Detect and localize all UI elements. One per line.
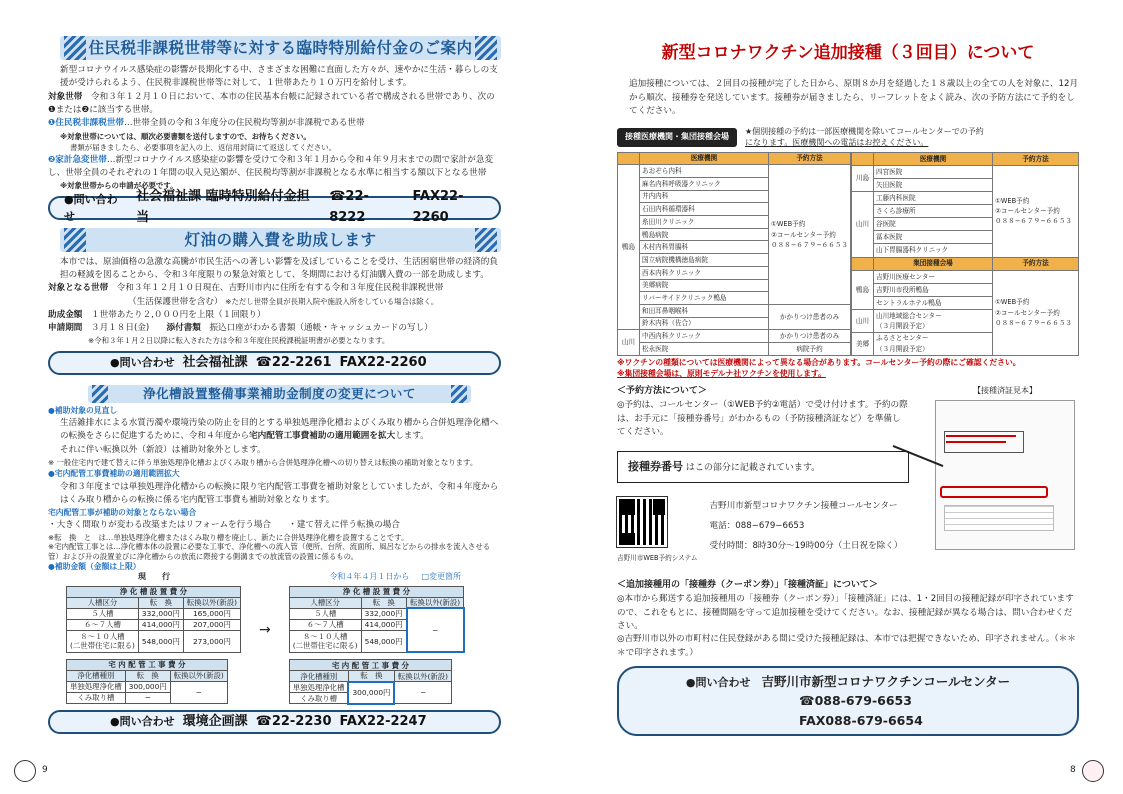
- contact-tel: ☎088-679-6653: [799, 693, 912, 709]
- text: …世帯全員の令和３年度分の住民税均等割が非課税である世帯: [124, 118, 365, 129]
- contact-box: [48, 189, 501, 225]
- text: １世帯あたり２,０００円を上限（１回限り）: [91, 309, 266, 320]
- table-cell: 414,000円: [361, 619, 406, 630]
- table-header: 医療機関: [640, 152, 769, 165]
- certificate-image: [935, 400, 1075, 550]
- text: ◎予約は、コールセンター（①WEB予約②電話）で受け付けます。予約の際は、お手元に「接種券番号」がわかるもの（予防接種済証など）を準備してください。: [617, 400, 908, 438]
- contact-fax: FAX22-2247: [339, 713, 427, 729]
- section-title: 浄化槽設置整備事業補助金制度の変更について: [143, 386, 416, 402]
- qr-code-icon[interactable]: [617, 497, 667, 547]
- contact-dept: 吉野川市新型コロナワクチンコールセンター: [761, 673, 1011, 689]
- hospital-name: 鴨島病院: [640, 228, 769, 241]
- current-pipe-table: [66, 659, 228, 704]
- hospital-name: リバーサイドクリニック鴨島: [640, 292, 769, 305]
- table-header: 転換以外(新設): [394, 671, 451, 682]
- table-cell: 548,000円: [138, 630, 183, 652]
- hospital-name: 和田耳鼻咽喉科: [640, 304, 769, 317]
- current-tables: [66, 586, 241, 704]
- contact-fax: FAX22-2260: [412, 189, 464, 225]
- label: 助成金額: [48, 309, 83, 320]
- hospital-name: 矢田医院: [874, 178, 993, 191]
- hospital-name: 石田内科循環器科: [640, 203, 769, 216]
- note: ※対象世帯からの申請が必要です。: [60, 181, 178, 191]
- ticket-number-box: [617, 451, 909, 483]
- arrow-icon: →: [258, 621, 271, 638]
- subhead: 宅内配管工事が補助の対象とならない場合: [48, 508, 197, 518]
- changed-legend: □変更箇所: [421, 572, 461, 582]
- new-tables: [289, 586, 465, 705]
- section-title: 住民税非課税世帯等に対する臨時特別給付金のご案内: [88, 39, 473, 57]
- text: 生活雑排水による水質汚濁や環境汚染の防止を目的とする単独処理浄化槽およびくみ取り槽から合併処理浄化槽への転換をさらに促進するために、令和４年度から: [60, 418, 499, 442]
- text: ３月１８日(金): [91, 323, 150, 334]
- contact-box: [48, 710, 501, 734]
- note: ※ただし世帯全員が長期入院や施設入所をしている場合は除く。: [225, 296, 439, 306]
- text: 振込口座がわかる書類（通帳・キャッシュカードの写し）: [209, 323, 433, 334]
- hospital-name: 国立病院機構徳島病院: [640, 254, 769, 267]
- table-cell: ８〜１０人槽 (二世帯住宅に限る): [289, 630, 361, 652]
- table-header: 予約方法: [993, 152, 1079, 165]
- text: はこの部分に記載されています。: [683, 463, 821, 474]
- table-cell: −: [407, 608, 464, 652]
- hospital-name: 四宮医院: [874, 165, 993, 178]
- right-page: [617, 40, 1079, 736]
- label: 対象世帯: [48, 91, 83, 102]
- table-cell: 207,000円: [183, 619, 240, 630]
- reservation-method: ①WEB予約 ②コールセンター予約 ０８８−６７９−６６５３: [769, 165, 851, 305]
- reservation-method: かかりつけ患者のみ: [769, 330, 851, 343]
- current-label: 現 行: [138, 572, 170, 582]
- warning: ※集団接種会場は、原則モデルナ社ワクチンを使用します。: [617, 368, 826, 378]
- table-caption: 浄 化 槽 設 置 費 分: [289, 586, 463, 597]
- text: 電話：088−679−6653: [709, 521, 805, 532]
- subhead: ＜予約方法について＞: [617, 386, 707, 397]
- table-header: 医療機関: [874, 152, 993, 165]
- table-cell: 332,000円: [138, 608, 183, 619]
- table-header: 予約方法: [993, 257, 1079, 270]
- contact-label: ●問い合わせ: [64, 192, 118, 223]
- page-number: 8: [1070, 765, 1076, 776]
- table-header: 転換以外(新設): [170, 670, 227, 681]
- text: 受付時間：8時30分〜19時00分（土日祝を除く）: [709, 540, 903, 551]
- note: ※宅内配管工事とは…浄化槽本体の設置に必要な工事で、浄化槽への流入管（便所、台所、流面所、風呂などからの排水を流入させる管）および升の設置並びに浄化槽からの放流に際接する側溝までの放流管の設置に係るもの。: [48, 542, 491, 561]
- text: （生活保護世帯を含む）: [128, 296, 223, 307]
- contact-label: ●問い合わせ: [685, 675, 751, 689]
- text: 令和３年１２月１０日において、本市の住民基本台帳に記録されている者で構成される世帯であり、次の❶または❷に該当する世帯。: [48, 91, 495, 115]
- table-cell: くみ取り槽: [67, 692, 126, 703]
- paragraph: 本市では、原油価格の急激な高騰が市民生活への著しい影響を及ぼしていることを受け、生活困窮世帯の経済的負担の軽減を図ることから、令和３年度限りの緊急対策として、冬期間における灯油購入費の一部を助成します。: [60, 256, 498, 280]
- contact-label: ●問い合わせ: [110, 356, 175, 370]
- table-cell: −: [170, 681, 227, 703]
- subhead: ＜追加接種用の「接種券（クーポン券）」「接種済証」について＞: [617, 580, 878, 591]
- region: 山川: [618, 330, 640, 355]
- table-header: 集団接種会場: [874, 257, 993, 270]
- hospital-name: 井内内科: [640, 190, 769, 203]
- contact-dept: 社会福祉課: [182, 354, 248, 370]
- label: 添付書類: [166, 323, 201, 334]
- subhead: ●補助金額（金額は上限）: [48, 562, 141, 572]
- table-caption: 宅 内 配 管 工 事 費 分: [67, 659, 228, 670]
- table-cell: 単独処理浄化槽: [289, 682, 348, 693]
- contact-dept: 社会福祉課 臨時特別給付金担当: [136, 189, 310, 225]
- note: 書類が届きましたら、必要事項を記入の上、返信用封筒にて返送してください。: [70, 143, 337, 153]
- text: します。: [395, 431, 429, 442]
- hospital-name: 中西内科クリニック: [640, 330, 769, 343]
- table-header: 浄化槽種別: [67, 670, 126, 681]
- subhead: ●宅内配管工事費補助の適用範囲拡大: [48, 469, 180, 479]
- note: になります。医療機関への電話はお控えください。: [745, 138, 929, 148]
- contact-tel: ☎22-8222: [329, 189, 369, 225]
- hospital-name: 美郷病院: [640, 279, 769, 292]
- table-header: 転 換: [361, 597, 406, 608]
- text: 令和３年度までは単独処理浄化槽からの転換に限り宅内配管工事費を補助対象としていましたが、令和４年度からはくみ取り槽からの転換に係る宅内配管工事費も補助対象となります。: [60, 481, 499, 505]
- page-title: 新型コロナワクチン追加接種（３回目）について: [661, 43, 1035, 63]
- subhead: ●補助対象の見直し: [48, 405, 118, 415]
- note: ※令和３年１月２日以降に転入された方は令和３年度住民税課税証明書が必要となります。: [88, 336, 390, 346]
- new-label: 令和４年４月１日から: [329, 572, 410, 582]
- table-cell: ６〜７人槽: [67, 619, 139, 630]
- contact-tel: ☎22-2261: [255, 354, 332, 370]
- certificate-sample: [935, 385, 1075, 549]
- section-header: [60, 36, 501, 60]
- contact-fax: FAX088-679-6654: [799, 712, 923, 728]
- label: 申請期間: [48, 323, 83, 334]
- table-caption: 宅 内 配 管 工 事 費 分: [289, 660, 451, 671]
- left-page: [48, 36, 501, 734]
- text: ・大きく間取りが変わる改築またはリフォームを行う場合: [48, 520, 272, 531]
- contact-dept: 環境企画課: [182, 713, 248, 729]
- table-header: 人槽区分: [289, 597, 361, 608]
- region: 山川: [852, 191, 874, 257]
- section-title: 灯油の購入費を助成します: [184, 230, 377, 249]
- table-cell: 548,000円: [361, 630, 406, 652]
- table-cell: 単独処理浄化槽: [67, 681, 126, 692]
- mascot-icon: [14, 760, 36, 782]
- text-bold: 接種券番号: [628, 460, 683, 474]
- text: 令和３年１２月１０日現在、吉野川市内に住所を有する令和３年度住民税非課税世帯: [116, 283, 444, 294]
- reservation-method: かかりつけ患者のみ: [769, 304, 851, 329]
- hospital-name: 西本内科クリニック: [640, 266, 769, 279]
- current-tank-table: [66, 586, 241, 653]
- text-bold: 宅内配管工事費補助の適用範囲を拡大: [249, 431, 396, 442]
- hospital-name: 糸田川クリニック: [640, 216, 769, 229]
- table-cell: 414,000円: [138, 619, 183, 630]
- table-cell: 332,000円: [361, 608, 406, 619]
- hospital-name: 工藤内科医院: [874, 191, 993, 204]
- hospital-name: 山下胃腸器科クリニック: [874, 244, 993, 257]
- region: 山川: [852, 309, 874, 332]
- table-header: 予約方法: [769, 152, 851, 165]
- contact-box: [48, 351, 501, 375]
- hospital-name: さくら診療所: [874, 205, 993, 218]
- note: ※ 一般住宅内で建て替えに伴う単独処理浄化槽およびくみ取り槽から合併処理浄化槽への切り替えは転換の補助対象となります。: [48, 457, 478, 467]
- text: …新型コロナウイルス感染症の影響を受けて令和３年１月から令和４年９月末までの間で家計が急変し、世帯全員のそれぞれの１年間の収入見込額が、住民税均等割が非課税となる水準に相当する額以下となる世帯: [48, 154, 494, 178]
- caption: 【接種済証見本】: [973, 386, 1037, 396]
- mascot-icon: [1082, 760, 1104, 782]
- text: ◎本市から郵送する追加接種用の「接種券（クーポン券）」「接種済証」には、1・2回目の接種記録が印字されていますので、これをもとに、接種間隔を守って追加接種を受けてください。なお、接種記録が異なる場合は、問い合わせください。: [617, 594, 1074, 632]
- text: ◎吉野川市以外の市町村に住民登録がある間に受けた接種記録は、本市では把握できないため、印字されません。（＊＊＊で印字されます。）: [617, 634, 1076, 658]
- table-cell: −: [125, 692, 170, 703]
- hospital-name: 谷医院: [874, 218, 993, 231]
- table-cell: 300,000円: [125, 681, 170, 692]
- region: 川島: [852, 165, 874, 191]
- region: 美郷: [852, 332, 874, 355]
- label: 対象となる世帯: [48, 283, 109, 294]
- hospital-name: 冨本医院: [874, 231, 993, 244]
- institutions-badge: 接種医療機関・集団接種会場: [617, 128, 737, 146]
- contact-fax: FAX22-2260: [339, 354, 427, 370]
- table-cell: くみ取り槽: [289, 693, 348, 704]
- venue-name: セントラルホテル鴨島: [874, 296, 993, 309]
- table-header: 転 換: [138, 597, 183, 608]
- venue-name: 吉野川市役所鴨島: [874, 283, 993, 296]
- contact-tel: ☎22-2230: [255, 713, 332, 729]
- page-number: 9: [42, 765, 48, 776]
- caption: 吉野川市WEB予約システム: [617, 554, 698, 563]
- contact-label: ●問い合わせ: [110, 715, 175, 729]
- new-tank-table: [289, 586, 465, 654]
- region: 鴨島: [618, 165, 640, 330]
- table-cell: 273,000円: [183, 630, 240, 652]
- page-number-left: [14, 760, 48, 782]
- table-header: 転換以外(新設): [183, 597, 240, 608]
- reservation-method: 病院予約: [769, 342, 851, 355]
- contact-box: [617, 666, 1079, 736]
- reservation-area: [617, 385, 1079, 577]
- hospital-tables: [617, 152, 1079, 356]
- note: ★個別接種の予約は一部医療機関を除いてコールセンターでの予約: [745, 127, 984, 137]
- item-head: ❷家計急変世帯: [48, 154, 107, 165]
- table-cell: ６〜７人槽: [289, 619, 361, 630]
- table-cell: −: [394, 682, 451, 704]
- paragraph: 新型コロナウイルス感染症の影響が長期化する中、さまざまな困難に直面した方々が、速やかに生活・暮らしの支援が受けられるよう、住民税非課税世帯等に対して、１世帯あたり１０万円を給付します。: [60, 65, 498, 89]
- hospital-table-left: [617, 152, 851, 356]
- table-header: 人槽区分: [67, 597, 139, 608]
- new-pipe-table: [289, 659, 452, 705]
- table-cell: ５人槽: [289, 608, 361, 619]
- hospital-name: あおぞら内科: [640, 165, 769, 178]
- text: それに伴い転換以外（新設）は補助対象外とします。: [60, 444, 266, 455]
- section-header: [60, 228, 501, 252]
- table-header: 転換以外(新設): [407, 597, 464, 608]
- table-header: 転 換: [348, 671, 394, 682]
- region: 鴨島: [852, 270, 874, 309]
- hospital-name: 麻名内科呼吸器クリニック: [640, 178, 769, 191]
- note: ※対象世帯については、順次必要書類を送付しますので、お待ちください。: [60, 131, 311, 141]
- table-caption: 浄 化 槽 設 置 費 分: [67, 586, 241, 597]
- venue-name: 吉野川医療センター: [874, 270, 993, 283]
- table-cell: ８〜１０人槽 (二世帯住宅に限る): [67, 630, 139, 652]
- hospital-table-right: [851, 152, 1079, 356]
- item-head: ❶住民税非課税世帯: [48, 118, 125, 129]
- table-cell: 165,000円: [183, 608, 240, 619]
- reservation-method: ①WEB予約 ②コールセンター予約 ０８８−６７９−６６５３: [993, 270, 1079, 355]
- text: ・建て替えに伴う転換の場合: [288, 520, 400, 531]
- table-header: 転 換: [125, 670, 170, 681]
- page-number-right: [1070, 760, 1104, 782]
- table-header: 浄化槽種別: [289, 671, 348, 682]
- table-cell: 300,000円: [348, 682, 394, 704]
- venue-name: 山川地域総合センター （３月開設予定）: [874, 309, 993, 332]
- paragraph: 追加接種については、２回目の接種が完了した日から、原則８か月を経過した１８歳以上の全ての人を対象に、12月から順次、接種券を発送しています。接種券が届きましたら、リーフレットをよく読み、次の予防方法にて予約をしてください。: [629, 79, 1079, 116]
- reservation-method: ①WEB予約 ②コールセンター予約 ０８８−６７９−６６５３: [993, 165, 1079, 257]
- hospital-name: 木村内科胃腸科: [640, 241, 769, 254]
- note: ※転 換 と は…単独処理浄化槽またはくみ取り槽を廃止し、新たに合併処理浄化槽を設置することです。: [48, 532, 409, 542]
- table-cell: ５人槽: [67, 608, 139, 619]
- section-header: [88, 385, 471, 403]
- warning: ※ワクチンの種類については医療機関によって異なる場合があります。コールセンター予約の際にご確認ください。: [617, 357, 1021, 367]
- text: 吉野川市新型コロナワクチン接種コールセンター: [709, 501, 898, 512]
- hospital-name: 鈴木内科（佐合）: [640, 317, 769, 330]
- venue-name: ふるさとセンター （３月開設予定）: [874, 332, 993, 355]
- hospital-name: 松永医院: [640, 342, 769, 355]
